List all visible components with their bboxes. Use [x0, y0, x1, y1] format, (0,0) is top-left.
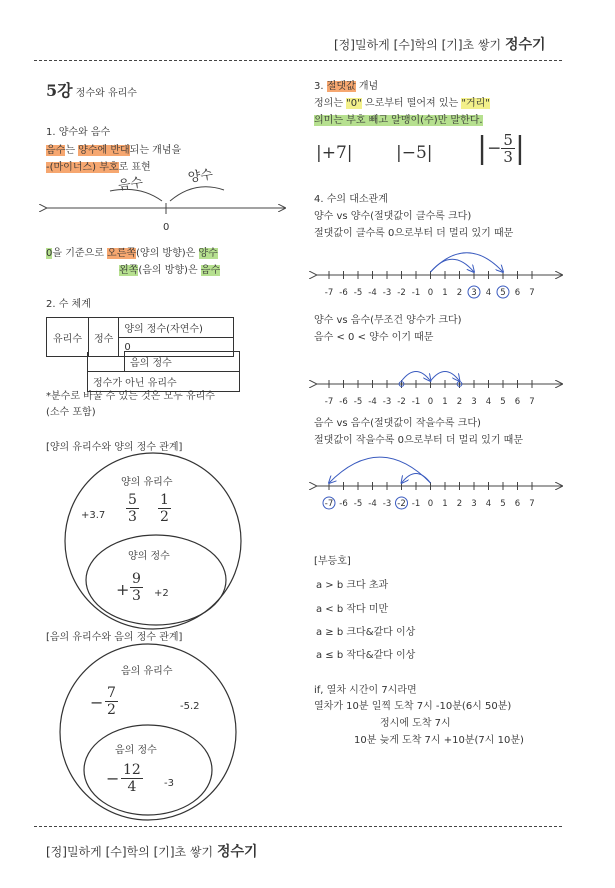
distance-arc	[402, 371, 431, 381]
zero-cell: 0	[119, 338, 234, 357]
tick-label: 5	[500, 288, 506, 298]
inequality-lt: a < b 작다 미만	[316, 604, 389, 615]
pos-vs-neg-reason: 음수 < 0 < 양수 이기 때문	[314, 332, 434, 343]
minus-sign-2: −	[106, 769, 120, 788]
inequality-title: [부등호]	[314, 556, 351, 567]
negative-integer-value: -3	[164, 778, 174, 789]
tick-label: -1	[411, 499, 421, 509]
tick-label: 1	[442, 397, 448, 407]
positive-integer-label: 양의 정수	[128, 551, 170, 562]
rational-cell: 유리수	[47, 318, 89, 357]
tick-label: -2	[397, 288, 406, 298]
tick-label: -7	[324, 499, 334, 509]
integer-cell: 정수	[88, 318, 118, 357]
tick-label: -7	[324, 397, 334, 407]
minus-sign-1: −	[90, 693, 104, 712]
tick-label: -4	[368, 499, 377, 509]
section-3-heading: 3. 절댓값 개념	[314, 81, 379, 92]
tick-label: 1	[442, 288, 448, 298]
tick-label: 3	[471, 499, 477, 509]
tick-label: 4	[485, 288, 492, 298]
tick-label: -3	[382, 499, 392, 509]
rational-note: *분수로 바꿀 수 있는 것은 모두 유리수	[46, 391, 215, 402]
tick-label: 3	[471, 397, 477, 407]
tick-label: 4	[485, 397, 492, 407]
tick-label: -6	[339, 397, 348, 407]
plus-sign: +	[116, 580, 130, 599]
tick-label: -2	[397, 397, 406, 407]
tick-label: -1	[411, 397, 421, 407]
fraction-9-3: $\frac{9}{3}$	[132, 571, 141, 604]
handwritten-negative: 음수	[117, 175, 145, 194]
page-header: [정]밀하게 [수]학의 [기]초 쌓기 정수기	[334, 37, 546, 53]
abs-example-plus7: |+7|	[316, 143, 353, 163]
tick-label: -6	[339, 499, 348, 509]
section-1-line1: 음수는 양수에 반대되는 개념을	[46, 145, 182, 156]
positive-rational-value: +3.7	[81, 510, 106, 521]
positive-rational-label: 양의 유리수	[121, 477, 173, 488]
tick-label: 0	[427, 499, 434, 509]
non-integer-rational-cell: 정수가 아닌 유리수	[88, 372, 240, 392]
section-1-line2: -(마이너스) 부호로 표현	[46, 162, 151, 173]
inequality-ge: a ≥ b 크다&같다 이상	[316, 627, 416, 638]
chapter-title: 5강 정수와 유리수	[46, 81, 137, 100]
section-3-line1: 정의는 "0" 으로부터 떨어져 있는 "거리"	[314, 98, 490, 109]
fraction-1-2: $\frac{1}{2}$	[160, 492, 169, 525]
negative-rational-label: 음의 유리수	[121, 666, 173, 677]
tick-label: 0	[427, 397, 434, 407]
tick-label: 1	[442, 499, 448, 509]
tick-label: 7	[529, 397, 535, 407]
neg-vs-neg: 음수 vs 음수(절댓값이 작을수록 크다)	[314, 418, 481, 429]
negative-direction-stroke	[110, 189, 162, 201]
tick-label: 2	[456, 499, 463, 509]
tick-label: -4	[368, 397, 377, 407]
handwritten-positive: 양수	[187, 167, 215, 186]
section-1-heading: 1. 양수와 음수	[46, 127, 111, 138]
brand-name: 정수기	[504, 37, 546, 53]
section-1-line3: 0을 기준으로 오른쪽(양의 방향)은 양수	[46, 248, 218, 259]
negative-integer-circle	[84, 725, 212, 815]
tick-label: -5	[353, 499, 363, 509]
positive-integer-value: +2	[154, 588, 169, 599]
negative-integer-label: 음의 정수	[115, 745, 157, 756]
tick-label: 2	[456, 288, 463, 298]
tick-label: -2	[397, 499, 406, 509]
train-example-l1: if, 열차 시간이 7시라면	[314, 685, 417, 696]
neg-vs-neg-reason: 절댓값이 작을수록 0으로부터 더 멀리 있기 때문	[314, 435, 523, 446]
pos-vs-pos-reason: 절댓값이 클수록 0으로부터 더 멀리 있기 때문	[314, 228, 514, 239]
fraction-12-4: $\frac{12}{4}$	[123, 762, 141, 795]
section-4-heading: 4. 수의 대소관계	[314, 194, 388, 205]
positive-direction-stroke	[170, 187, 224, 201]
section-3-line2: 의미는 부호 빼고 알맹이(수)만 말한다.	[314, 115, 483, 126]
positive-integer-cell: 양의 정수(자연수)	[119, 318, 234, 338]
negative-rational-value: -5.2	[180, 701, 200, 712]
tick-label: 3	[471, 288, 477, 298]
tick-label: -3	[382, 397, 392, 407]
tick-label: 6	[514, 397, 521, 407]
tick-label: 2	[456, 397, 463, 407]
tick-label: 6	[514, 499, 521, 509]
tick-label: 5	[500, 499, 506, 509]
pos-vs-neg: 양수 vs 음수(무조건 양수가 크다)	[314, 315, 462, 326]
tick-label: 6	[514, 288, 521, 298]
train-example-l4: 10분 늦게 도착 7시 +10분(7시 10분)	[354, 735, 524, 746]
positive-relation-title: [양의 유리수와 양의 정수 관계]	[46, 442, 183, 453]
fraction-7-2: $\frac{7}{2}$	[107, 685, 116, 718]
tick-label: -5	[353, 288, 363, 298]
inequality-gt: a > b 크다 초과	[316, 580, 389, 591]
train-example-l2: 열차가 10분 일찍 도착 7시 -10분(6시 50분)	[314, 701, 512, 712]
tick-label: 0	[427, 288, 434, 298]
abs-example-fraction: |− $\frac{5}{3}$ |	[477, 131, 526, 166]
positive-integer-circle	[86, 535, 226, 625]
negative-integer-cell: 음의 정수	[125, 352, 240, 372]
rational-note-2: (소수 포함)	[46, 407, 96, 418]
distance-arc	[329, 457, 431, 483]
tick-label: -5	[353, 397, 363, 407]
positive-rational-circle	[65, 453, 241, 629]
train-example-l3: 정시에 도착 7시	[380, 718, 451, 729]
tick-label: -6	[339, 288, 348, 298]
tick-label: -1	[411, 288, 421, 298]
distance-arc	[431, 371, 460, 381]
inequality-le: a ≤ b 작다&같다 이상	[316, 650, 416, 661]
fraction-5-3: $\frac{5}{3}$	[128, 492, 137, 525]
tick-label: -4	[368, 288, 377, 298]
distance-arc	[431, 253, 504, 272]
abs-example-minus5: |−5|	[396, 143, 433, 163]
section-2-heading: 2. 수 체계	[46, 299, 91, 310]
tick-label: -7	[324, 288, 334, 298]
pos-vs-pos: 양수 vs 양수(절댓값이 클수록 크다)	[314, 211, 472, 222]
page-footer: [정]밀하게 [수]학의 [기]초 쌓기 정수기	[46, 844, 258, 860]
tick-label: 7	[529, 288, 535, 298]
tick-label: -3	[382, 288, 392, 298]
negative-relation-title: [음의 유리수와 음의 정수 관계]	[46, 632, 183, 643]
tick-label: 7	[529, 499, 535, 509]
number-line-zero-label: 0	[163, 222, 170, 233]
footer-brand-name: 정수기	[216, 844, 258, 860]
negative-rational-circle	[60, 644, 236, 820]
section-1-line4: 왼쪽(음의 방향)은 음수	[119, 265, 221, 276]
tick-label: 5	[500, 397, 506, 407]
tick-label: 4	[485, 499, 492, 509]
